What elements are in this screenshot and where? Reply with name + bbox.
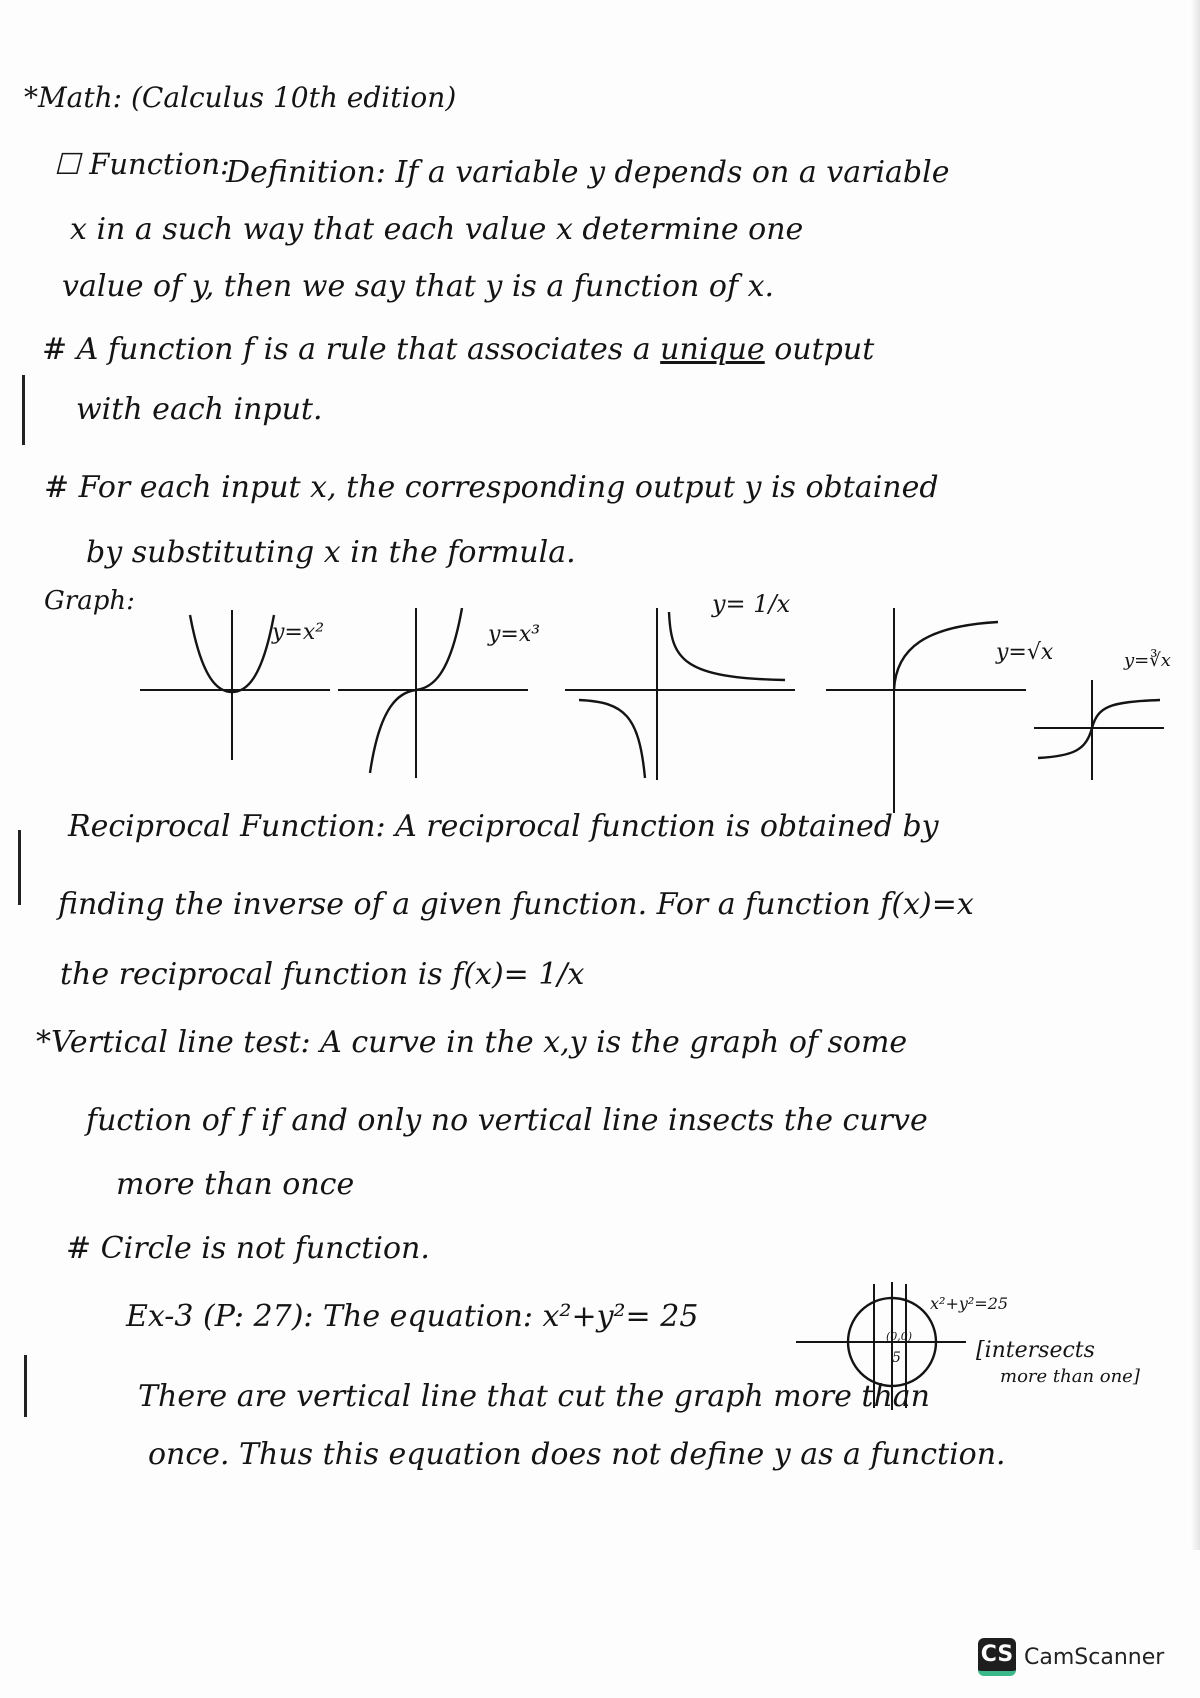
vertical-line-test-1: *Vertical line test: A curve in the x,y is the graph of some: [36, 1025, 908, 1060]
definition-line-2: x in a such way that each value x determine one: [70, 212, 804, 247]
margin-mark: [22, 375, 25, 445]
graph-heading: Graph:: [44, 586, 135, 616]
intersects-note-2: more than one]: [1000, 1366, 1140, 1387]
vertical-line-test-3: more than once: [116, 1167, 355, 1202]
output-line-2: by substituting x in the formula.: [86, 535, 576, 570]
camscanner-watermark: [978, 1638, 1164, 1676]
unique-word: unique: [660, 332, 765, 367]
graph-cube-root: [1034, 680, 1174, 780]
intersects-note-1: [intersects: [976, 1338, 1095, 1363]
circle-conclusion-2: once. Thus this equation does not define y as a function.: [148, 1437, 1006, 1472]
margin-mark: [18, 830, 21, 905]
camscanner-text: CamScanner: [1024, 1644, 1165, 1670]
circle-conclusion-1: There are vertical line that cut the graph more than: [138, 1379, 930, 1414]
function-rule-line-1: [42, 332, 875, 367]
vertical-line-test-2: fuction of f if and only no vertical line insects the curve: [86, 1103, 928, 1138]
graph-cube-root-label: y=∛x: [1124, 650, 1171, 671]
reciprocal-line-2: finding the inverse of a given function. For a function f(x)=x: [58, 887, 974, 922]
circle-heading: # Circle is not function.: [66, 1231, 430, 1266]
function-heading: ☐ Function:: [54, 147, 230, 181]
graph-reciprocal-label: y= 1/x: [712, 590, 791, 618]
example-equation: Ex-3 (P: 27): The equation: x²+y²= 25: [126, 1299, 699, 1334]
margin-mark: [24, 1355, 27, 1417]
graph-reciprocal: [565, 608, 795, 780]
notes-title: *Math: (Calculus 10th edition): [24, 81, 457, 114]
function-rule-line-2: with each input.: [76, 392, 323, 427]
definition-line-3: value of y, then we say that y is a function of x.: [62, 269, 775, 304]
circle-radius-label: 5: [892, 1350, 901, 1366]
circle-center-label: (0,0): [886, 1330, 913, 1343]
output-line-1: # For each input x, the corresponding output y is obtained: [44, 470, 939, 505]
reciprocal-line-1: Reciprocal Function: A reciprocal function is obtained by: [68, 809, 939, 844]
graph-cube-label: y=x³: [488, 622, 541, 647]
page-edge-shadow: [1190, 0, 1200, 1550]
graph-sqrt-label: y=√x: [996, 640, 1054, 665]
definition-line-1: Definition: If a variable y depends on a variable: [226, 155, 950, 190]
function-rule-text: # A function f is a rule that associates a unique output: [42, 332, 875, 367]
reciprocal-line-3: the reciprocal function is f(x)= 1/x: [60, 957, 585, 992]
camscanner-logo-icon: CS: [978, 1638, 1016, 1676]
graph-square-label: y=x²: [272, 620, 325, 645]
circle-equation-label: x²+y²=25: [930, 1294, 1009, 1313]
